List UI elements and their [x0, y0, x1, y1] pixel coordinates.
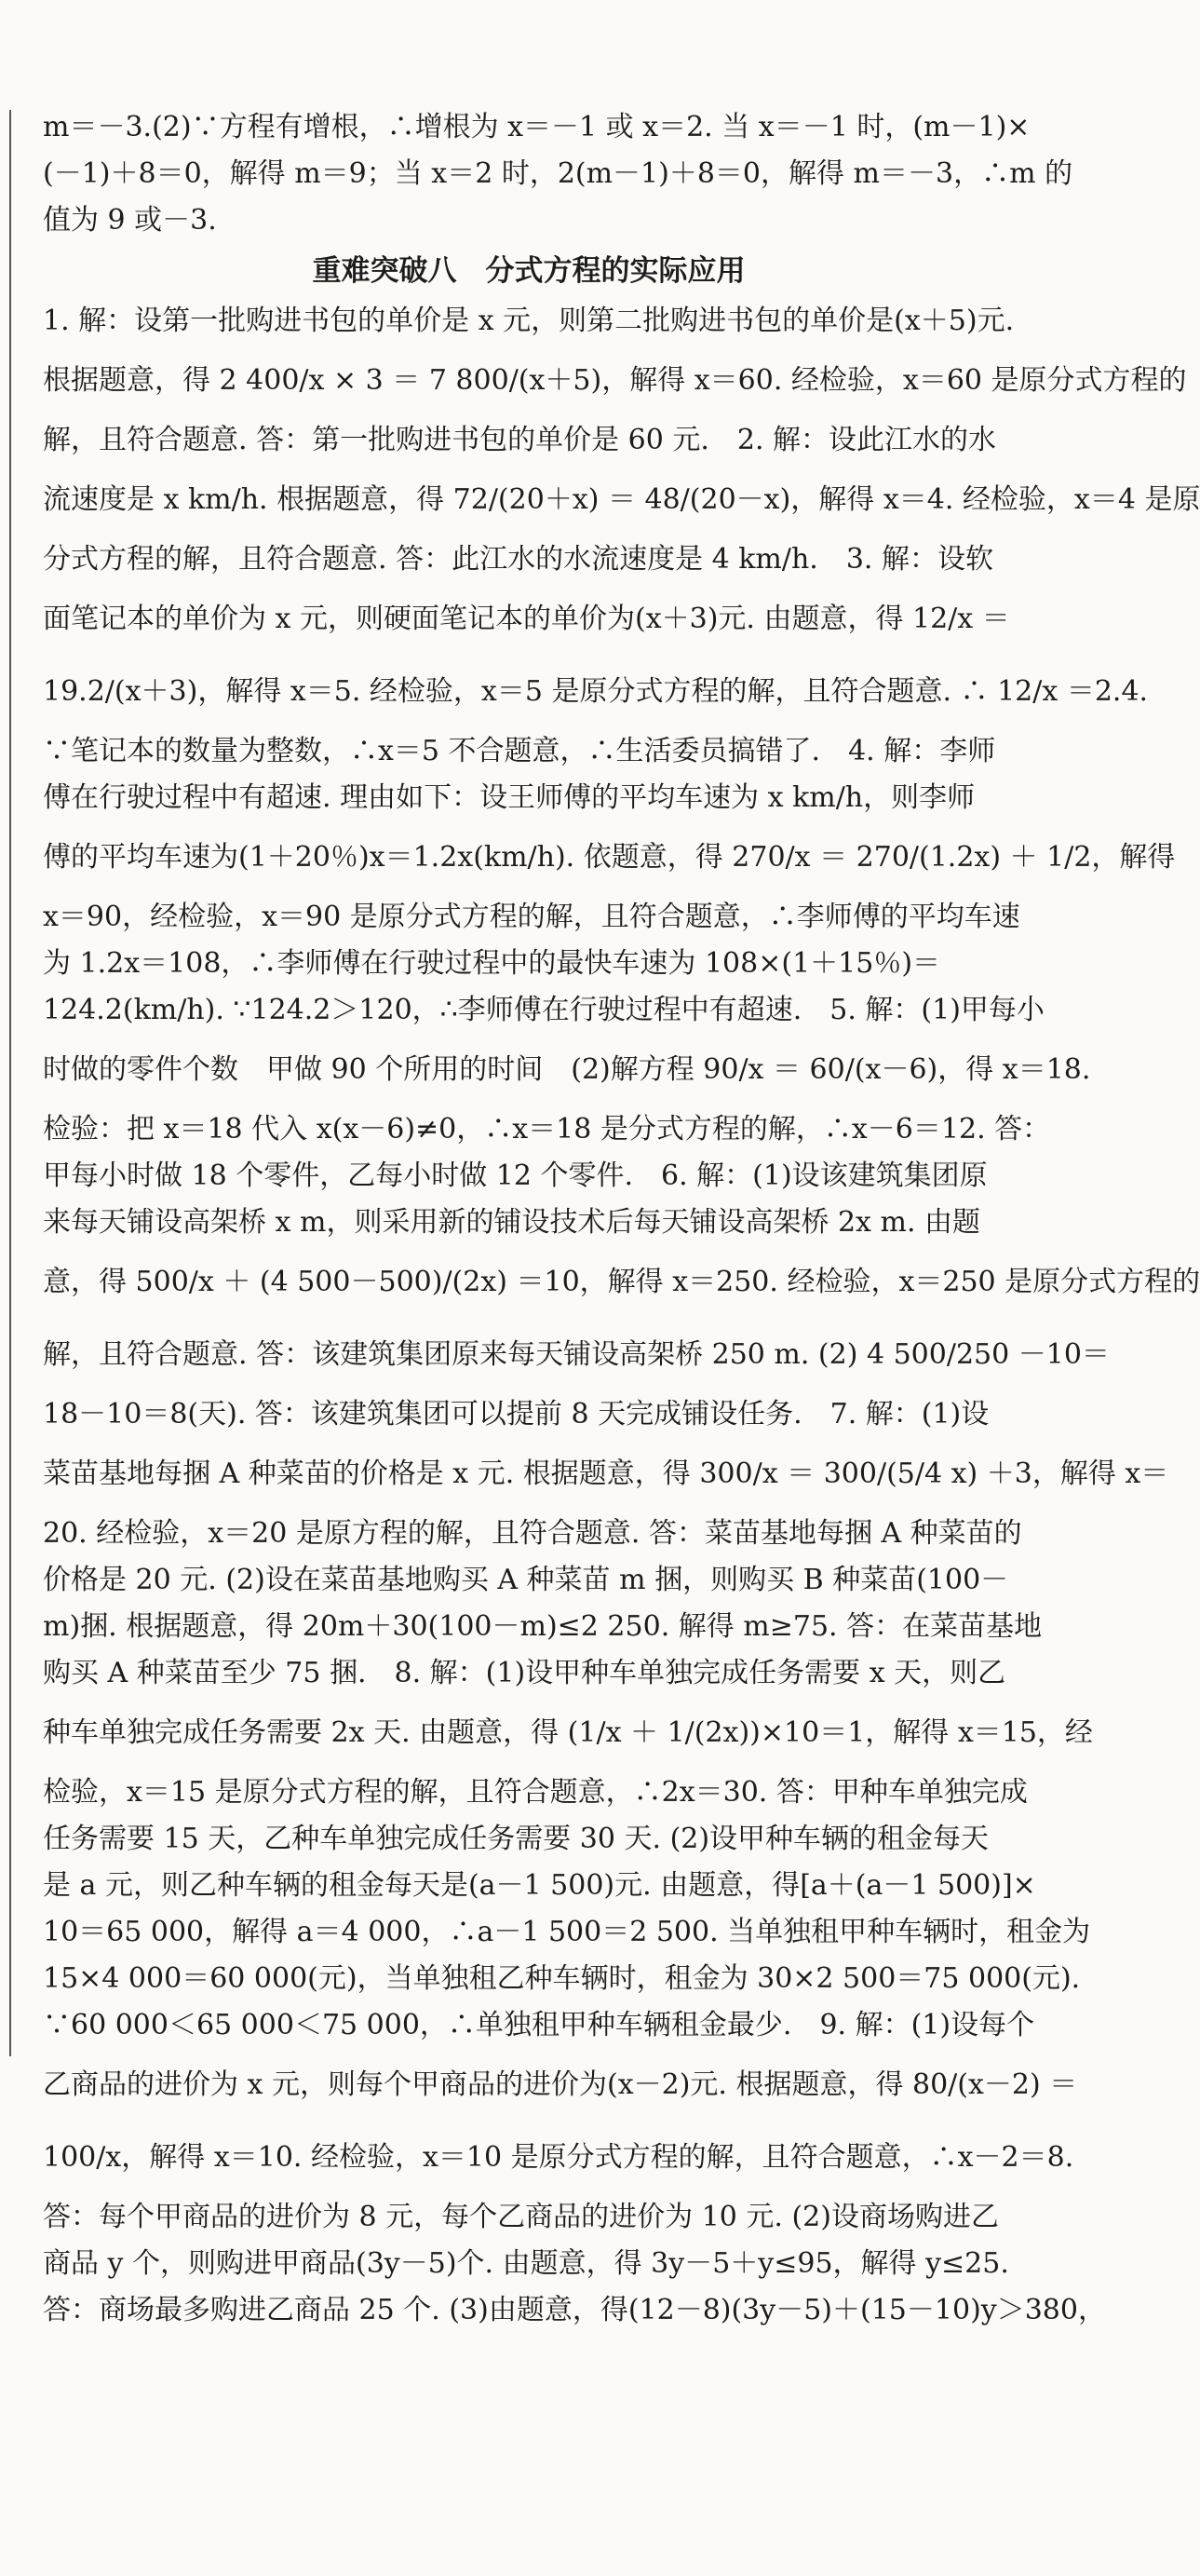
text-line: 根据题意，得 2 400/x × 3 ＝ 7 800/(x＋5)，解得 x＝60. 经检验，x＝60 是原分式方程的: [43, 364, 1187, 397]
text-line: 19.2/(x＋3)，解得 x＝5. 经检验，x＝5 是原分式方程的解，且符合题意. ∴ 12/x ＝2.4.: [43, 675, 1149, 708]
text-line: 乙商品的进价为 x 元，则每个甲商品的进价为(x－2)元. 根据题意，得 80/(x－2) ＝: [43, 2068, 1078, 2101]
text-line: 价格是 20 元. (2)设在菜苗基地购买 A 种菜苗 m 捆，则购买 B 种菜苗(100－: [43, 1564, 1009, 1596]
text-line: 1. 解：设第一批购进书包的单价是 x 元，则第二批购进书包的单价是(x＋5)元.: [43, 305, 1015, 337]
text-line: 100/x，解得 x＝10. 经检验，x＝10 是原分式方程的解，且符合题意，∴x－2＝8.: [43, 2141, 1074, 2174]
text-line: 检验：把 x＝18 代入 x(x－6)≠0，∴x＝18 是分式方程的解，∴x－6＝12. 答：: [43, 1113, 1051, 1146]
blank-area: [43, 2334, 1015, 2576]
text-line: 解，且符合题意. 答：第一批购进书包的单价是 60 元. 2. 解：设此江水的水: [43, 424, 997, 456]
text-line: 答：每个甲商品的进价为 8 元，每个乙商品的进价为 10 元. (2)设商场购进乙: [43, 2201, 999, 2233]
text-line: 分式方程的解，且符合题意. 答：此江水的水流速度是 4 km/h. 3. 解：设软: [43, 543, 993, 576]
text-line: 解，且符合题意. 答：该建筑集团原来每天铺设高架桥 250 m. (2) 4 500/250 －10＝: [43, 1338, 1110, 1371]
section-title: 重难突破八 分式方程的实际应用: [312, 254, 746, 288]
text-line: 检验，x＝15 是原分式方程的解，且符合题意，∴2x＝30. 答：甲种车单独完成: [43, 1776, 1028, 1809]
text-line: ∵60 000＜65 000＜75 000，∴单独租甲种车辆租金最少. 9. 解：(1)设每个: [43, 2009, 1035, 2041]
text-line: x＝90，经检验，x＝90 是原分式方程的解，且符合题意，∴李师傅的平均车速: [43, 901, 1020, 933]
text-line: m＝－3.(2)∵方程有增根，∴增根为 x＝－1 或 x＝2. 当 x＝－1 时，(m－1)×: [43, 111, 1031, 143]
text-line: 答：商场最多购进乙商品 25 个. (3)由题意，得(12－8)(3y－5)＋(15－10)y＞380，: [43, 2294, 1106, 2326]
text-line: 菜苗基地每捆 A 种菜苗的价格是 x 元. 根据题意，得 300/x ＝ 300/(5/4 x) ＋3，解得 x＝: [43, 1457, 1169, 1490]
text-line: 20. 经检验，x＝20 是原方程的解，且符合题意. 答：菜苗基地每捆 A 种菜苗的: [43, 1517, 1022, 1550]
text-line: ∵笔记本的数量为整数，∴x＝5 不合题意，∴生活委员搞错了. 4. 解：李师: [43, 735, 996, 767]
margin-rule: [9, 110, 11, 2056]
text-line: 10＝65 000，解得 a＝4 000，∴a－1 500＝2 500. 当单独租甲种车辆时，租金为: [43, 1916, 1091, 1948]
text-line: 任务需要 15 天，乙种车单独完成任务需要 30 天. (2)设甲种车辆的租金每天: [43, 1823, 990, 1855]
text-line: 值为 9 或－3.: [43, 204, 217, 237]
text-line: 18－10＝8(天). 答：该建筑集团可以提前 8 天完成铺设任务. 7. 解：(1)设: [43, 1398, 990, 1430]
text-line: 15×4 000＝60 000(元)，当单独租乙种车辆时，租金为 30×2 500＝75 000(元).: [43, 1962, 1081, 1995]
text-line: 来每天铺设高架桥 x m，则采用新的铺设技术后每天铺设高架桥 2x m. 由题: [43, 1206, 981, 1239]
text-line: 购买 A 种菜苗至少 75 捆. 8. 解：(1)设甲种车单独完成任务需要 x 天，则乙: [43, 1657, 1006, 1689]
text-line: 商品 y 个，则购进甲商品(3y－5)个. 由题意，得 3y－5＋y≤95，解得 y≤25.: [43, 2247, 1009, 2280]
text-line: 124.2(km/h). ∵124.2＞120，∴李师傅在行驶过程中有超速. 5. 解：(1)甲每小: [43, 994, 1045, 1026]
text-line: 意，得 500/x ＋ (4 500－500)/(2x) ＝10，解得 x＝250. 经检验，x＝250 是原分式方程的: [43, 1266, 1200, 1298]
text-line: 流速度是 x km/h. 根据题意，得 72/(20＋x) ＝ 48/(20－x)，解得 x＝4. 经检验，x＝4 是原: [43, 483, 1200, 516]
text-line: 是 a 元，则乙种车辆的租金每天是(a－1 500)元. 由题意，得[a＋(a－1 500)]×: [43, 1869, 1036, 1902]
text-line: m)捆. 根据题意，得 20m＋30(100－m)≤2 250. 解得 m≥75. 答：在菜苗基地: [43, 1610, 1043, 1643]
text-line: 为 1.2x＝108，∴李师傅在行驶过程中的最快车速为 108×(1＋15％)＝: [43, 947, 941, 980]
text-line: 面笔记本的单价为 x 元，则硬面笔记本的单价为(x＋3)元. 由题意，得 12/x ＝: [43, 603, 1010, 635]
text-line: 傅在行驶过程中有超速. 理由如下：设王师傅的平均车速为 x km/h，则李师: [43, 781, 976, 814]
text-line: 傅的平均车速为(1＋20％)x＝1.2x(km/h). 依题意，得 270/x ＝ 270/(1.2x) ＋ 1/2，解得: [43, 841, 1176, 874]
text-line: 时做的零件个数 甲做 90 个所用的时间 (2)解方程 90/x ＝ 60/(x－6)，得 x＝18.: [43, 1053, 1091, 1086]
text-line: 甲每小时做 18 个零件，乙每小时做 12 个零件. 6. 解：(1)设该建筑集团原: [43, 1159, 988, 1192]
text-line: (－1)＋8＝0，解得 m＝9；当 x＝2 时，2(m－1)＋8＝0，解得 m＝－3，∴m 的: [43, 157, 1073, 190]
text-line: 种车单独完成任务需要 2x 天. 由题意，得 (1/x ＋ 1/(2x))×10＝1，解得 x＝15，经: [43, 1716, 1093, 1749]
